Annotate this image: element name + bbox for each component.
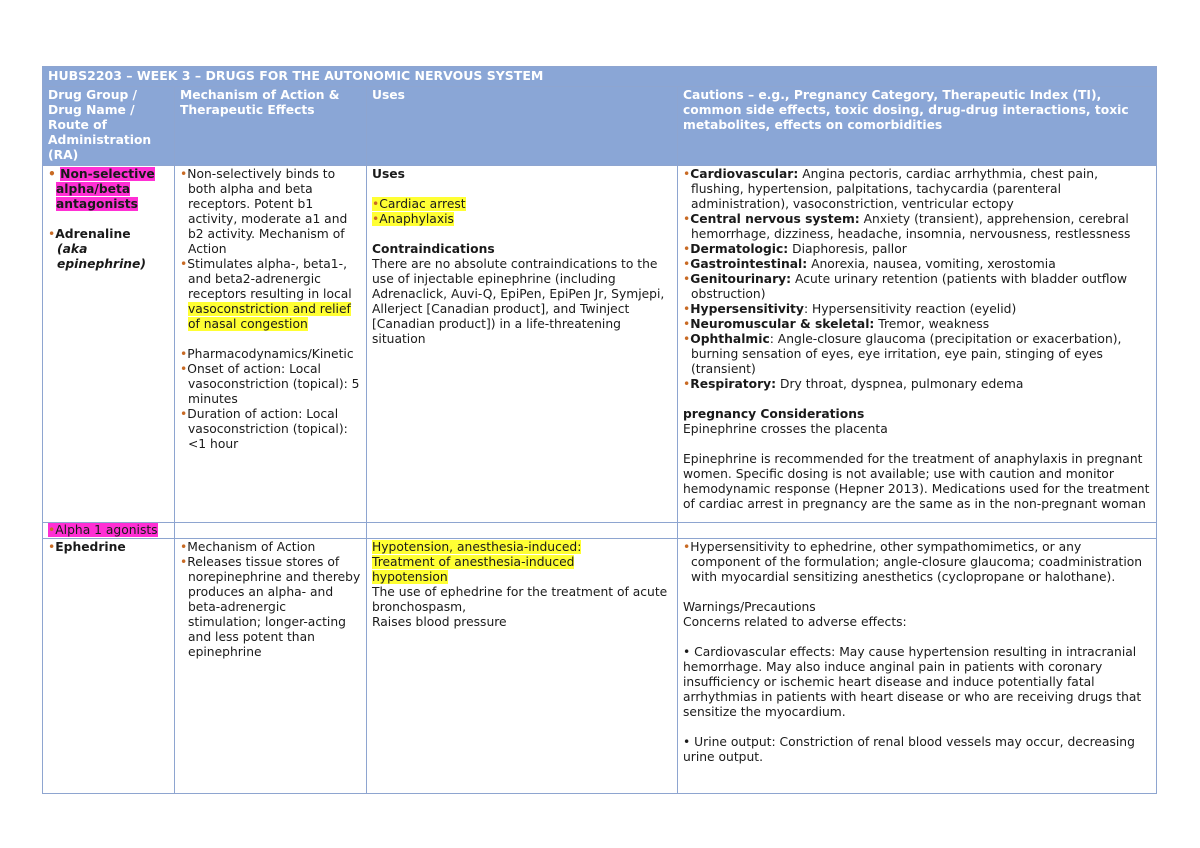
list-item: •Hypersensitivity to ephedrine, other sympathomimetics, or any component of the formulation; angle-closure glaucoma; coadministration with myocardial sensitizing anesthetics (cyclopropane or halothane). <box>683 540 1143 584</box>
bullet-icon: • <box>180 407 188 421</box>
group-label: Non-selective alpha/beta antagonists <box>56 167 155 211</box>
highlight-text: vasoconstriction and relief of nasal congestion <box>188 302 351 331</box>
highlight-text: Hypotension, anesthesia-induced: Treatment of anesthesia-induced hypotension <box>372 540 582 584</box>
empty-cell <box>367 523 678 539</box>
list-item: •Dermatologic: Diaphoresis, pallor <box>683 242 907 256</box>
list-item: •Onset of action: Local vasoconstriction (topical): 5 minutes <box>180 362 360 406</box>
list-item: •Releases tissue stores of norepinephrine and thereby produces an alpha- and beta-adrenergic stimulation; longer-acting and less potent than epinephrine <box>180 555 361 659</box>
list-item: •Pharmacodynamics/Kinetic <box>180 347 354 361</box>
empty-cell <box>175 523 367 539</box>
header-row <box>43 87 1157 166</box>
header-drug-group: Drug Group / Drug Name / Route of Administration (RA) <box>43 87 175 166</box>
list-item: •Mechanism of Action <box>180 540 316 554</box>
list-item: •Non-selectively binds to both alpha and beta receptors. Potent b1 activity, moderate a1 and b2 activity. Mechanism of Action <box>180 167 348 256</box>
bullet-icon: • <box>683 540 691 554</box>
list-item: •Ophthalmic: Angle-closure glaucoma (precipitation or exacerbation), burning sensation of eyes, eye irritation, eye pain, stinging of eyes (transient) <box>683 332 1122 376</box>
uses-highlight-block <box>372 540 600 585</box>
list-item: •Duration of action: Local vasoconstriction (topical): <1 hour <box>180 407 348 451</box>
warnings-subheading: Concerns related to adverse effects: <box>683 615 907 629</box>
list-item: •Anaphylaxis <box>372 212 454 226</box>
uses-heading: Uses <box>372 167 405 181</box>
drug-table <box>42 66 1157 794</box>
bullet-icon: • <box>180 362 188 376</box>
header-uses: Uses <box>367 87 678 166</box>
bullet-icon: • <box>683 302 691 316</box>
header-mechanism: Mechanism of Action & Therapeutic Effects <box>175 87 367 166</box>
cautions-cell <box>678 166 1157 523</box>
table-title: HUBS2203 – WEEK 3 – DRUGS FOR THE AUTONOMIC NERVOUS SYSTEM <box>43 67 1157 87</box>
drug-name: Adrenaline <box>55 227 131 241</box>
bullet-icon: • <box>683 272 691 286</box>
pregnancy-paragraph: Epinephrine is recommended for the treatment of anaphylaxis in pregnant women. Specific dosing is not available; use with caution and monitor hemodynamic response (Hepner 2013). Medications used for the treatment of cardiac arrest in pregnancy are the same as in the non-pregnant woman <box>683 452 1150 511</box>
bullet-icon: • <box>372 197 380 211</box>
title-row <box>43 67 1157 87</box>
bullet-icon: • <box>180 347 188 361</box>
urine-output: • Urine output: Constriction of renal blood vessels may occur, decreasing urine output. <box>683 735 1135 764</box>
bullet-icon: • <box>683 167 691 181</box>
contraindications-heading: Contraindications <box>372 242 495 256</box>
drug-group-cell <box>43 166 175 523</box>
mechanism-cell <box>175 539 367 794</box>
list-item: •Genitourinary: Acute urinary retention (patients with bladder outflow obstruction) <box>683 272 1128 301</box>
drug-group <box>48 167 169 212</box>
table-row <box>43 523 1157 539</box>
table-row <box>43 166 1157 523</box>
bullet-icon: • <box>180 167 188 181</box>
list-item: •Respiratory: Dry throat, dyspnea, pulmonary edema <box>683 377 1024 391</box>
uses-cell <box>367 539 678 794</box>
bullet-icon: • <box>683 242 691 256</box>
cautions-cell <box>678 539 1157 794</box>
cardiovascular-effects: • Cardiovascular effects: May cause hypertension resulting in intracranial hemorrhage. May also induce anginal pain in patients with coronary insufficiency or ischemic heart disease and induce potentially fatal arrhythmias in patients with heart disease or who are receiving drugs that sensitize the myocardium. <box>683 645 1142 719</box>
uses-list <box>372 197 672 227</box>
pregnancy-line: Epinephrine crosses the placenta <box>683 422 888 436</box>
list-item: •Neuromuscular & skeletal: Tremor, weakness <box>683 317 990 331</box>
drug-name-block <box>48 540 169 555</box>
empty-cell <box>678 523 1157 539</box>
uses-text: The use of ephedrine for the treatment of acute bronchospasm, <box>372 585 668 614</box>
adverse-effects-list <box>683 167 1151 392</box>
uses-text: Raises blood pressure <box>372 615 507 629</box>
list-item: •Hypersensitivity: Hypersensitivity reaction (eyelid) <box>683 302 1017 316</box>
bullet-icon: • <box>683 212 691 226</box>
drug-group-cell <box>43 523 175 539</box>
drug-name: Ephedrine <box>55 540 126 554</box>
mechanism-list <box>180 540 361 660</box>
pregnancy-heading: pregnancy Considerations <box>683 407 865 421</box>
drug-name-block <box>48 227 169 242</box>
bullet-icon: • <box>48 227 56 241</box>
bullet-icon: • <box>180 257 188 271</box>
bullet-icon: • <box>683 332 691 346</box>
list-item: •Cardiovascular: Angina pectoris, cardiac arrhythmia, chest pain, flushing, hypertension, palpitations, tachycardia (parenteral administration), vasoconstriction, ventricular ectopy <box>683 167 1098 211</box>
header-cautions: Cautions – e.g., Pregnancy Category, Therapeutic Index (TI), common side effects, toxic dosing, drug-drug interactions, toxic metabolites, effects on comorbidities <box>678 87 1157 166</box>
bullet-icon: • <box>683 257 691 271</box>
bullet-icon: • <box>372 212 380 226</box>
pharmacokinetics-list <box>180 347 361 452</box>
mechanism-list <box>180 167 361 332</box>
bullet-icon: • <box>48 523 56 537</box>
bullet-icon: • <box>683 317 691 331</box>
group-label: Alpha 1 agonists <box>55 523 158 537</box>
uses-cell <box>367 166 678 523</box>
list-item: •Stimulates alpha-, beta1-, and beta2-adrenergic receptors resulting in local vasoconstriction and relief of nasal congestion <box>180 257 352 331</box>
bullet-icon: • <box>180 555 188 569</box>
mechanism-cell <box>175 166 367 523</box>
table-row <box>43 539 1157 794</box>
bullet-icon: • <box>180 540 188 554</box>
list-item: •Gastrointestinal: Anorexia, nausea, vomiting, xerostomia <box>683 257 1056 271</box>
drug-aka: (aka epinephrine) <box>57 242 147 271</box>
bullet-icon: • <box>48 167 56 181</box>
bullet-icon: • <box>48 540 56 554</box>
list-item: •Cardiac arrest <box>372 197 466 211</box>
bullet-icon: • <box>683 377 691 391</box>
list-item: •Central nervous system: Anxiety (transient), apprehension, cerebral hemorrhage, dizziness, headache, insomnia, nervousness, restlessness <box>683 212 1131 241</box>
warnings-heading: Warnings/Precautions <box>683 600 816 614</box>
drug-group-cell <box>43 539 175 794</box>
contraindication-list <box>683 540 1151 585</box>
contraindications-text: There are no absolute contraindications to the use of injectable epinephrine (including Adrenaclick, Auvi-Q, EpiPen, EpiPen Jr, Symjepi, Allerject [Canadian product], and Twinject [Canadian product]) in a life-threatening situation <box>372 257 665 346</box>
